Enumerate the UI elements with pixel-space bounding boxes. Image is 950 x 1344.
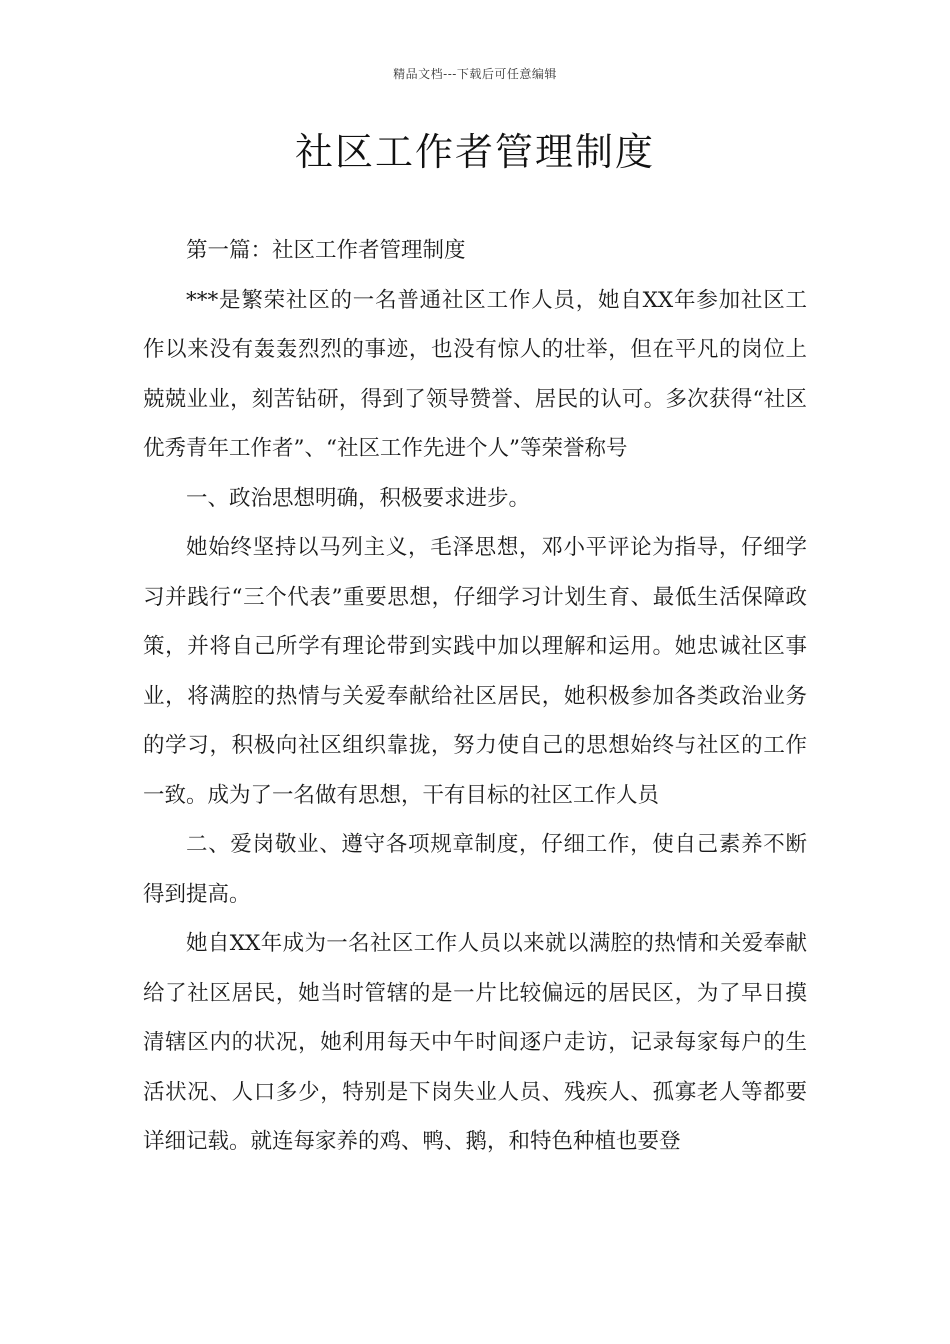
paragraph-section-2-body: 她自XX年成为一名社区工作人员以来就以满腔的热情和关爱奉献给了社区居民，她当时管辖的是一片比较偏远的居民区，为了早日摸清辖区内的状况，她利用每天中午时间逐户走访，记录每家每户的生活状况、人口多少，特别是下岗失业人员、残疾人、孤寡老人等都要详细记载。就连每家养的鸡、鸭、鹅，和特色种植也要登	[143, 931, 807, 1154]
paragraph-section-1-body: 她始终坚持以马列主义，毛泽思想，邓小平评论为指导，仔细学习并践行“三个代表”重要思想，仔细学习计划生育、最低生活保障政策，并将自己所学有理论带到实践中加以理解和运用。她忠诚社区事业，将满腔的热情与关爱奉献给社区居民，她积极参加各类政治业务的学习，积极向社区组织靠拢，努力使自己的思想始终与社区的工作一致。成为了一名做有思想，干有目标的社区工作人员	[143, 535, 807, 808]
document-title: 社区工作者管理制度	[294, 130, 655, 174]
header-note: 精品文档---下载后可任意编辑	[393, 67, 557, 81]
paragraph-subtitle: 第一篇：社区工作者管理制度	[186, 238, 466, 263]
paragraph-intro: ***是繁荣社区的一名普通社区工作人员，她自XX年参加社区工作以来没有轰轰烈烈的事迹，也没有惊人的壮举，但在平凡的岗位上兢兢业业，刻苦钻研，得到了领导赞誉、居民的认可。多次获得“社区优秀青年工作者”、“社区工作先进个人”等荣誉称号	[143, 287, 807, 461]
paragraph-section-1-heading: 一、政治思想明确，积极要求进步。	[186, 485, 531, 511]
document-body	[143, 226, 807, 1167]
paragraph-section-2-heading: 二、爱岗敬业、遵守各项规章制度，仔细工作，使自己素养不断得到提高。	[143, 832, 807, 907]
